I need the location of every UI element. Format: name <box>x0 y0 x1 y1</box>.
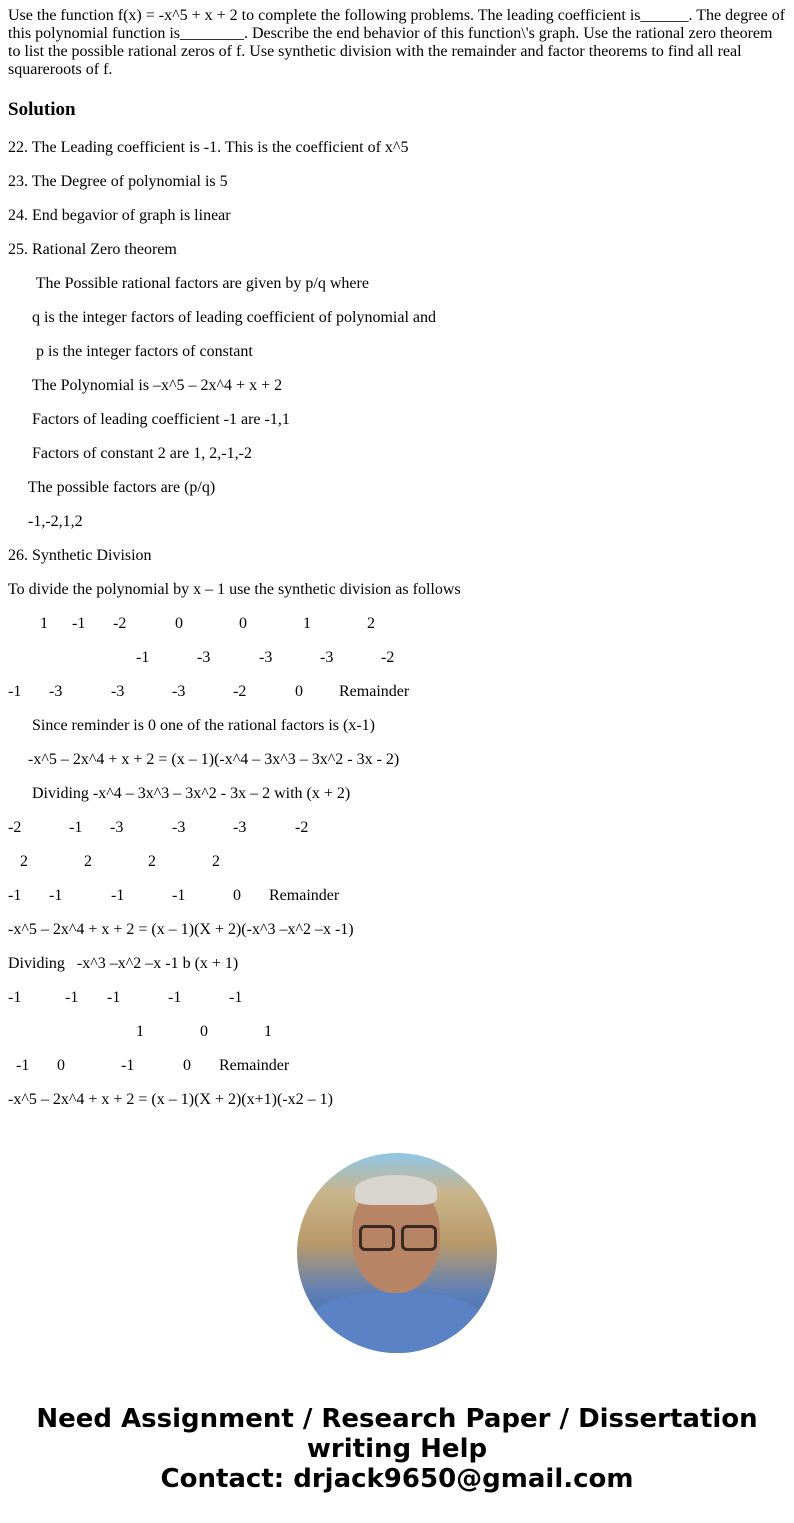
synthetic-division-cell: 2 <box>367 615 375 632</box>
synthetic-division-cell: Remainder <box>269 887 340 904</box>
author-photo <box>297 1153 497 1353</box>
synthetic-division-cell: -3 <box>172 683 186 700</box>
synthetic-division-cell: -1 <box>107 989 121 1006</box>
solution-line: The Possible rational factors are given by p/q where <box>8 275 369 292</box>
solution-line: Dividing -x^3 –x^2 –x -1 b (x + 1) <box>8 955 239 972</box>
solution-line: -x^5 – 2x^4 + x + 2 = (x – 1)(-x^4 – 3x^3 – 3x^2 - 3x - 2) <box>8 751 400 768</box>
solution-line: -1,-2,1,2 <box>8 513 83 530</box>
synthetic-division-cell: 2 <box>20 853 28 870</box>
synthetic-division-cell: 0 <box>295 683 303 700</box>
synthetic-division-cell: 0 <box>183 1057 191 1074</box>
synthetic-division-cell: -2 <box>8 819 22 836</box>
synthetic-division-cell: -1 <box>8 989 22 1006</box>
solution-line: 22. The Leading coefficient is -1. This is the coefficient of x^5 <box>8 139 409 156</box>
synthetic-division-cell: 0 <box>200 1023 208 1040</box>
synthetic-division-cell: 2 <box>148 853 156 870</box>
solution-line: p is the integer factors of constant <box>8 343 253 360</box>
synthetic-division-cell: -1 <box>65 989 79 1006</box>
synthetic-division-cell: -3 <box>110 819 124 836</box>
synthetic-division-cell: -3 <box>259 649 273 666</box>
synthetic-division-cell: -3 <box>320 649 334 666</box>
solution-line: 24. End begavior of graph is linear <box>8 207 231 224</box>
synthetic-division-cell: -1 <box>72 615 86 632</box>
synthetic-division-cell: 1 <box>40 615 48 632</box>
solution-line: Factors of constant 2 are 1, 2,-1,-2 <box>8 445 252 462</box>
synthetic-division-cell: 0 <box>233 887 241 904</box>
synthetic-division-cell: -1 <box>8 683 22 700</box>
synthetic-division-cell: -1 <box>16 1057 30 1074</box>
synthetic-division-cell: -2 <box>295 819 309 836</box>
solution-line: q is the integer factors of leading coefficient of polynomial and <box>8 309 437 326</box>
synthetic-division-cell: -1 <box>121 1057 135 1074</box>
solution-line: -x^5 – 2x^4 + x + 2 = (x – 1)(X + 2)(-x^3 –x^2 –x -1) <box>8 921 354 938</box>
synthetic-division-cell: -1 <box>8 887 22 904</box>
synthetic-division-cell: -3 <box>49 683 63 700</box>
synthetic-division-cell: 1 <box>303 615 311 632</box>
synthetic-division-cell: -3 <box>111 683 125 700</box>
synthetic-division-cell: -3 <box>172 819 186 836</box>
solution-line: Dividing -x^4 – 3x^3 – 3x^2 - 3x – 2 with (x + 2) <box>8 785 351 802</box>
synthetic-division-cell: -3 <box>233 819 247 836</box>
synthetic-division-cell: 2 <box>84 853 92 870</box>
synthetic-division-cell: 0 <box>57 1057 65 1074</box>
solution-line: The Polynomial is –x^5 – 2x^4 + x + 2 <box>8 377 283 394</box>
synthetic-division-cell: 1 <box>264 1023 272 1040</box>
synthetic-division-cell: -1 <box>69 819 83 836</box>
synthetic-division-cell: 1 <box>136 1023 144 1040</box>
synthetic-division-cell: Remainder <box>219 1057 290 1074</box>
question-text: Use the function f(x) = -x^5 + x + 2 to complete the following problems. The leading coefficient is______. The degree of this polynomial function is________. Describe the end behavior of this function\'s graph. Use the rational zero theorem to list the possible rational zeros of f. Use synthetic division with the remainder and factor theorems to find all real squareroots of f. <box>8 7 786 78</box>
synthetic-division-cell: -1 <box>168 989 182 1006</box>
solution-line: The possible factors are (p/q) <box>8 479 216 496</box>
solution-line: 25. Rational Zero theorem <box>8 241 177 258</box>
synthetic-division-cell: -1 <box>229 989 243 1006</box>
synthetic-division-cell: 0 <box>175 615 183 632</box>
solution-line: 26. Synthetic Division <box>8 547 152 564</box>
synthetic-division-cell: 0 <box>239 615 247 632</box>
synthetic-division-cell: -2 <box>233 683 247 700</box>
solution-line: -x^5 – 2x^4 + x + 2 = (x – 1)(X + 2)(x+1)(-x2 – 1) <box>8 1091 333 1108</box>
footer-line-1: Need Assignment / Research Paper / Dissertation <box>36 1404 758 1434</box>
synthetic-division-cell: -1 <box>111 887 125 904</box>
synthetic-division-cell: -1 <box>49 887 63 904</box>
synthetic-division-cell: -3 <box>197 649 211 666</box>
synthetic-division-cell: Remainder <box>339 683 410 700</box>
footer-line-2: writing Help <box>306 1434 488 1464</box>
footer-line-3: Contact: drjack9650@gmail.com <box>160 1464 634 1494</box>
synthetic-division-cell: -1 <box>136 649 150 666</box>
solution-line: Factors of leading coefficient -1 are -1,1 <box>8 411 290 428</box>
synthetic-division-cell: 2 <box>212 853 220 870</box>
solution-line: To divide the polynomial by x – 1 use the synthetic division as follows <box>8 581 461 598</box>
solution-heading: Solution <box>8 99 76 120</box>
solution-line: Since reminder is 0 one of the rational factors is (x-1) <box>8 717 375 734</box>
synthetic-division-cell: -2 <box>381 649 395 666</box>
solution-line: 23. The Degree of polynomial is 5 <box>8 173 228 190</box>
synthetic-division-cell: -1 <box>172 887 186 904</box>
synthetic-division-cell: -2 <box>113 615 127 632</box>
footer-banner <box>0 1404 794 1494</box>
